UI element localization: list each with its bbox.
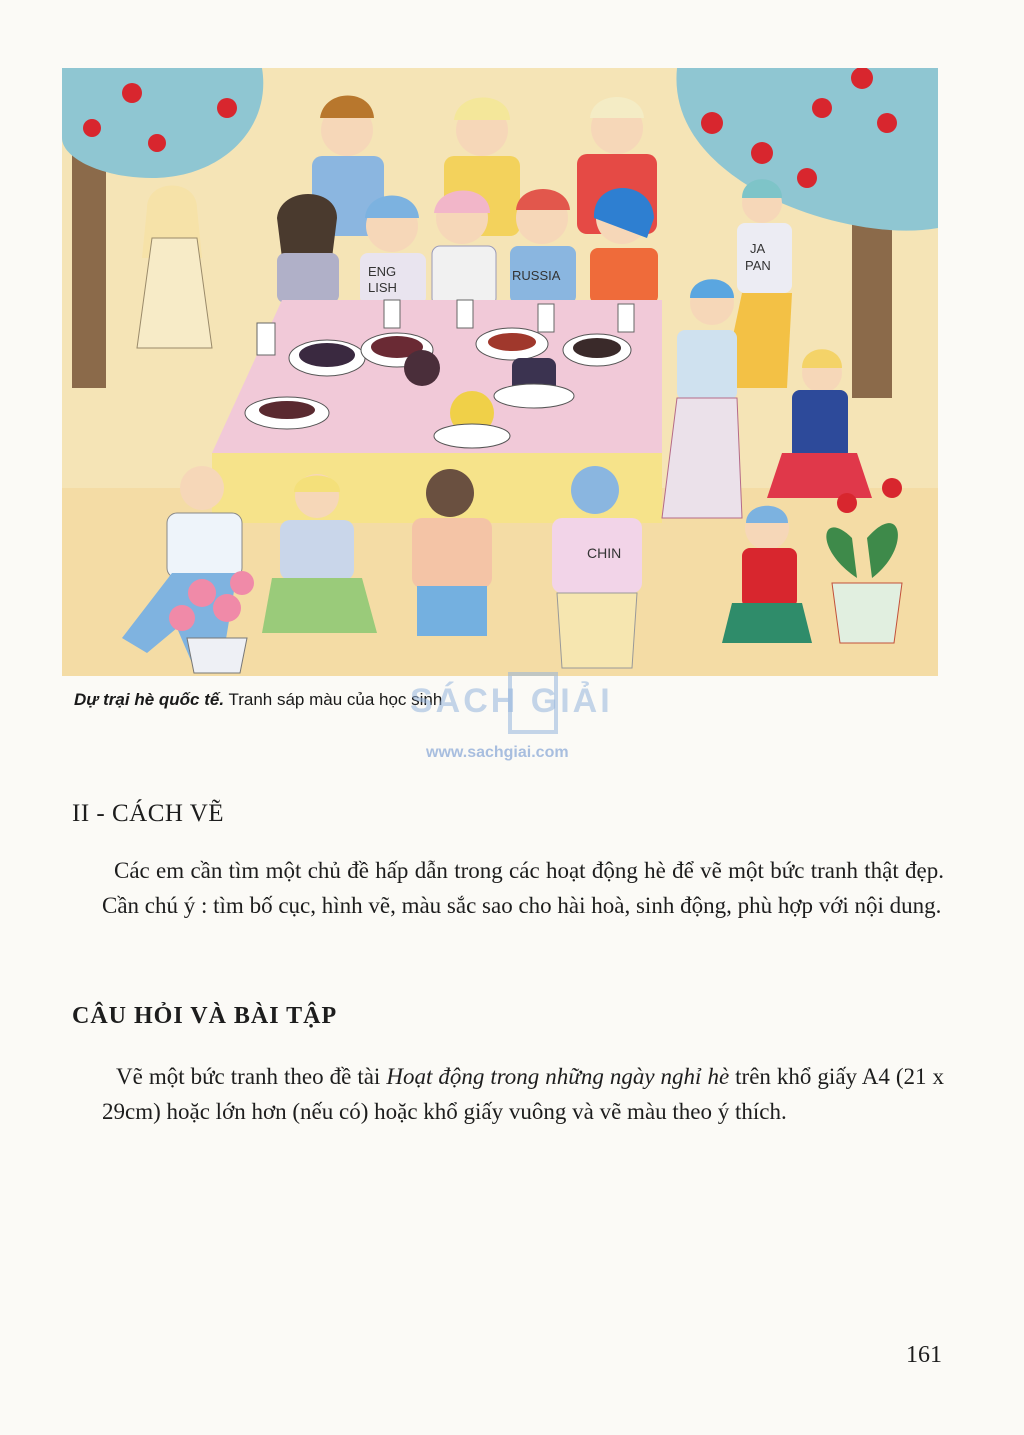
exercise-topic: Hoạt động trong những ngày nghỉ hè bbox=[386, 1064, 730, 1089]
watermark-brand: SÁCH GIẢI bbox=[410, 682, 613, 720]
shirt-label-chin: CHIN bbox=[587, 545, 622, 561]
watermark bbox=[408, 668, 618, 768]
caption-title: Dự trại hè quốc tế. bbox=[74, 690, 225, 709]
shirt-label-pan: PAN bbox=[745, 258, 771, 273]
shirt-label-russia: RUSSIA bbox=[512, 268, 561, 283]
exercise-text-before: Vẽ một bức tranh theo đề tài bbox=[116, 1064, 387, 1089]
section-paragraph: Các em cần tìm một chủ đề hấp dẫn trong các hoạt động hè để vẽ một bức tranh thật đẹp. Cần chú ý : tìm bố cục, hình vẽ, màu sắc sao cho hài hoà, sinh động, phù hợp với nội dung. bbox=[102, 858, 944, 918]
page-number: 161 bbox=[906, 1342, 942, 1368]
exercise-paragraph bbox=[102, 1059, 944, 1129]
caption-description: Tranh sáp màu của học sinh bbox=[224, 690, 443, 709]
figure-caption bbox=[74, 690, 442, 710]
watermark-url: www.sachgiai.com bbox=[426, 744, 569, 761]
drawing-svg bbox=[62, 68, 938, 676]
shirt-label-eng: ENG bbox=[368, 264, 397, 279]
section-heading: II - CÁCH VẼ bbox=[72, 800, 225, 827]
shirt-label-lish: LISH bbox=[368, 280, 397, 295]
crayon-drawing-illustration bbox=[62, 68, 938, 676]
shirt-label-ja: JA bbox=[750, 241, 766, 256]
exercise-text-after: trên khổ giấy A4 (21 x 29cm) hoặc lớn hơn (nếu có) hoặc khổ giấy vuông và vẽ màu theo ý thích. bbox=[102, 1064, 945, 1124]
exercise-heading: CÂU HỎI VÀ BÀI TẬP bbox=[72, 1003, 338, 1029]
